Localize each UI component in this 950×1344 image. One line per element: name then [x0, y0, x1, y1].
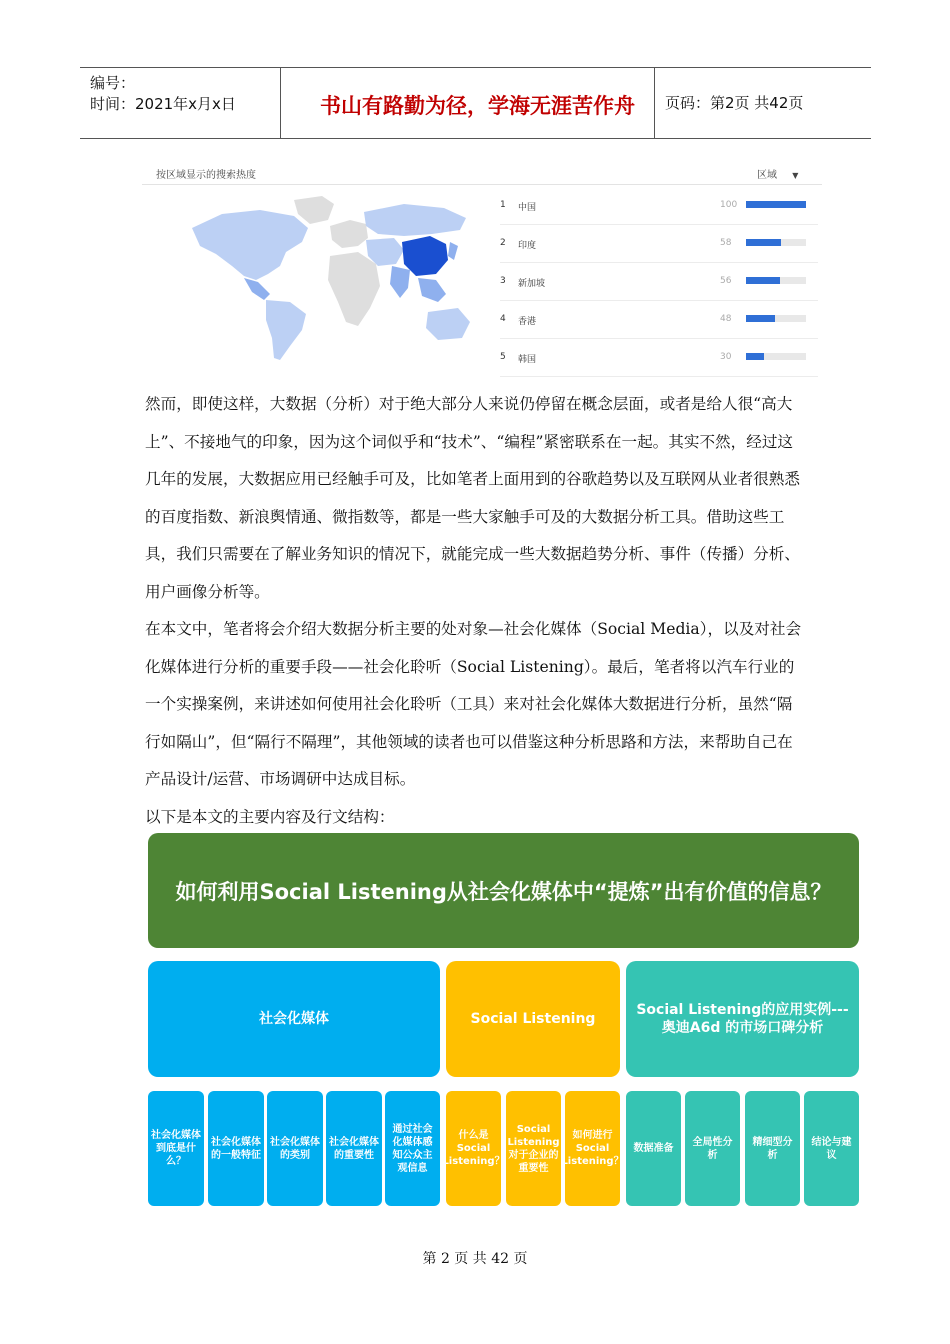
map-europe [330, 220, 368, 248]
leaf-item: 什么是Social Listening？ [446, 1091, 501, 1206]
rank-number: 2 [500, 238, 506, 248]
leaf-item: 社会化媒体的类别 [267, 1091, 323, 1206]
region-selector[interactable] [757, 166, 798, 181]
section-social-listening: Social Listening [446, 961, 620, 1077]
interest-value: 30 [720, 352, 732, 362]
page-header [80, 67, 871, 139]
region-name: 香港 [518, 317, 537, 327]
leaf-item: 结论与建议 [804, 1091, 859, 1206]
interest-bar-track [746, 353, 806, 360]
header-meta [90, 73, 236, 115]
map-greenland [294, 196, 334, 224]
map-southeast-asia [418, 278, 446, 302]
region-name: 中国 [518, 203, 537, 213]
page-footer: 第 2 页 共 42 页 [422, 1251, 528, 1267]
interest-value: 56 [720, 276, 732, 286]
ranking-row [500, 224, 818, 263]
leaf-item: 社会化媒体的一般特征 [208, 1091, 264, 1206]
infographic-title: 如何利用Social Listening从社会化媒体中“提炼”出有价值的信息？ [148, 833, 859, 948]
trends-panel-title: 按区域显示的搜索热度 [156, 170, 256, 181]
trends-panel [142, 154, 822, 376]
map-africa [328, 252, 380, 326]
region-name: 韩国 [518, 355, 537, 365]
header-divider [280, 68, 281, 138]
leaf-item: 全局性分析 [685, 1091, 740, 1206]
interest-bar-track [746, 315, 806, 322]
rank-number: 3 [500, 276, 506, 286]
leaf-item: 数据准备 [626, 1091, 681, 1206]
interest-value: 58 [720, 238, 732, 248]
interest-bar [746, 353, 764, 360]
interest-bar-track [746, 277, 806, 284]
map-india [390, 266, 410, 298]
interest-value: 100 [720, 200, 738, 210]
header-number-label: 编号： [90, 74, 136, 92]
body-text [145, 386, 807, 836]
section-social-media: 社会化媒体 [148, 961, 440, 1077]
world-map [182, 190, 472, 360]
interest-bar [746, 201, 806, 208]
interest-bar-track [746, 239, 806, 246]
map-japan [448, 242, 458, 260]
header-time-label: 时间：2021年x月x日 [90, 95, 236, 113]
map-central-america [244, 278, 270, 300]
leaf-item: 通过社会化媒体感知公众主观信息 [385, 1091, 440, 1206]
interest-bar-track [746, 201, 806, 208]
ranking-row [500, 262, 818, 301]
paragraph: 然而，即使这样，大数据（分析）对于绝大部分人来说仍停留在概念层面，或者是给人很“高大上”、不接地气的印象，因为这个词似乎和“技术”、“编程”紧密联系在一起。其实不然，经过这几年的发展，大数据应用已经触手可及，比如笔者上面用到的谷歌趋势以及互联网从业者很熟悉的百度指数、新浪舆情通、微指数等，都是一些大家触手可及的大数据分析工具。借助这些工具，我们只需要在了解业务知识的情况下，就能完成一些大数据趋势分析、事件（传播）分析、用户画像分析等。 [145, 395, 800, 601]
header-motto: 书山有路勤为径，学海无涯苦作舟 [320, 93, 635, 118]
rank-number: 5 [500, 352, 506, 362]
map-south-america [266, 300, 306, 360]
map-north-asia [364, 204, 466, 236]
map-australia [426, 308, 470, 340]
ranking-row [500, 338, 818, 377]
interest-bar [746, 315, 775, 322]
section-case-study: Social Listening的应用实例---奥迪A6d 的市场口碑分析 [626, 961, 859, 1077]
region-selector-label: 区域 [757, 170, 777, 181]
leaf-item: 精细型分析 [745, 1091, 800, 1206]
panel-divider [142, 184, 822, 185]
leaf-item: Social Listening对于企业的重要性 [506, 1091, 561, 1206]
interest-bar [746, 239, 781, 246]
ranking-row [500, 300, 818, 339]
leaf-item: 社会化媒体的重要性 [326, 1091, 382, 1206]
region-name: 印度 [518, 241, 537, 251]
interest-bar [746, 277, 780, 284]
rank-number: 4 [500, 314, 506, 324]
leaf-item: 社会化媒体到底是什么？ [148, 1091, 204, 1206]
leaf-item: 如何进行Social Listening？ [565, 1091, 620, 1206]
paragraph: 以下是本文的主要内容及行文结构： [145, 807, 395, 826]
region-name: 新加坡 [518, 279, 546, 289]
map-north-america [192, 210, 308, 280]
rank-number: 1 [500, 200, 506, 210]
ranking-row [500, 186, 818, 225]
interest-value: 48 [720, 314, 732, 324]
dropdown-arrow-icon: ▼ [792, 171, 799, 180]
header-page-info: 页码：第2页 共42页 [665, 94, 804, 112]
paragraph: 在本文中，笔者将会介绍大数据分析主要的处对象—社会化媒体（Social Media），以及对社会化媒体进行分析的重要手段——社会化聆听（Social Listening）。最后，笔者将以汽车行业的一个实操案例，来讲述如何使用社会化聆听（工具）来对社会化媒体大数据进行分析，虽然“隔行如隔山”，但“隔行不隔理”，其他领域的读者也可以借鉴这种分析思路和方法，来帮助自己在产品设计/运营、市场调研中达成目标。 [145, 620, 802, 788]
